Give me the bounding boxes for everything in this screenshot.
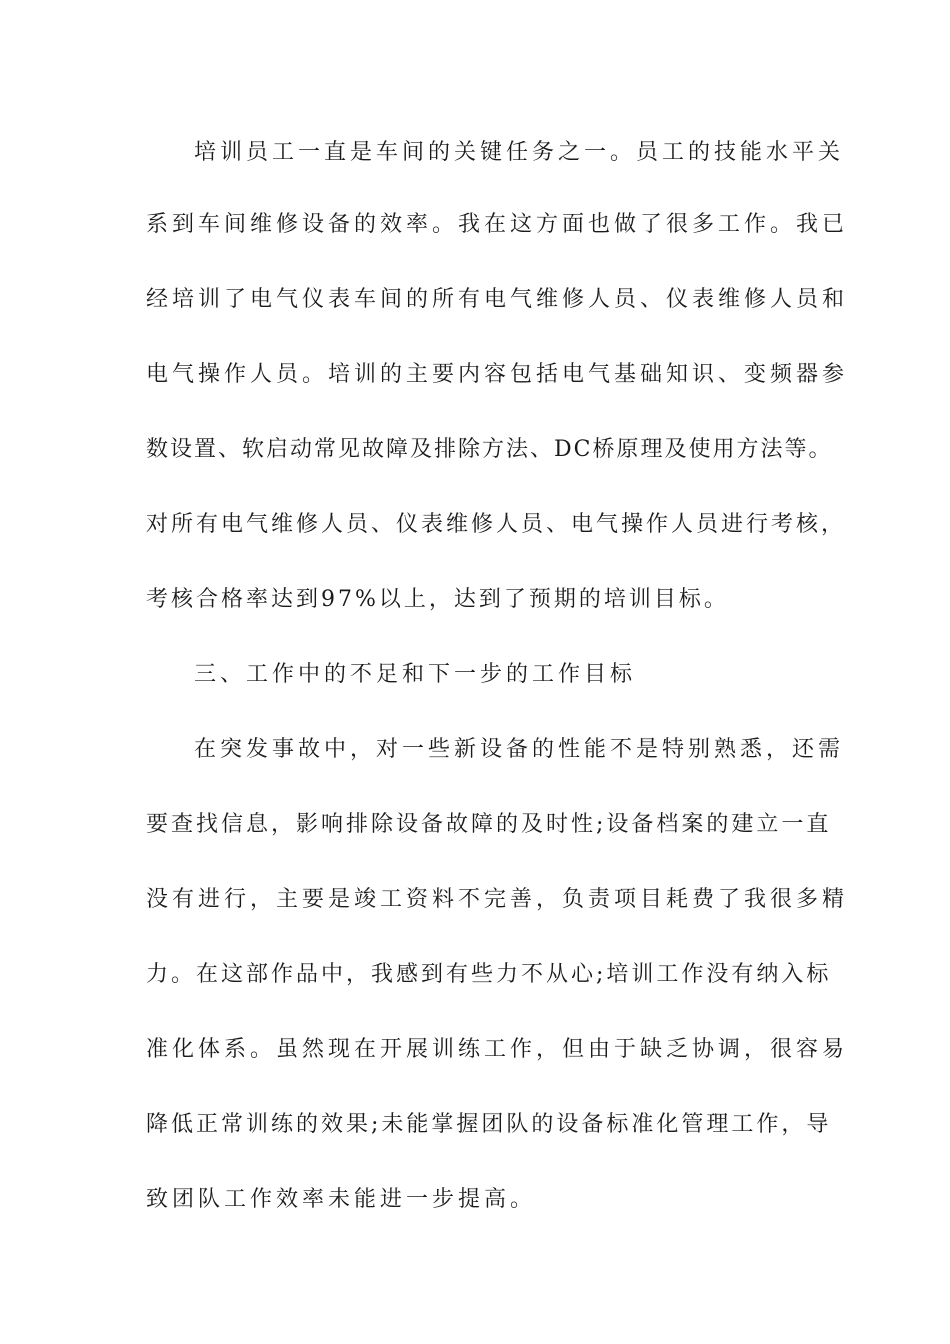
paragraph-2-line-1: 在突发事故中，对一些新设备的性能不是特别熟悉，还需 [194, 737, 845, 762]
paragraph-1-line-2: 系到车间维修设备的效率。我在这方面也做了很多工作。我已 [146, 212, 849, 237]
paragraph-1-line-1: 培训员工一直是车间的关键任务之一。员工的技能水平关 [194, 140, 845, 165]
paragraph-2-line-6: 降低正常训练的效果;未能掌握团队的设备标准化管理工作，导 [146, 1112, 832, 1137]
paragraph-2-line-5: 准化体系。虽然现在开展训练工作，但由于缺乏协调，很容易 [146, 1037, 849, 1062]
paragraph-1-line-6: 对所有电气维修人员、仪表维修人员、电气操作人员进行考核， [146, 512, 847, 537]
paragraph-1-line-5: 数设置、软启动常见故障及排除方法、DC桥原理及使用方法等。 [146, 437, 833, 462]
paragraph-2-line-3: 没有进行，主要是竣工资料不完善，负责项目耗费了我很多精 [146, 887, 849, 912]
section-heading: 三、工作中的不足和下一步的工作目标 [194, 662, 637, 687]
paragraph-2-line-7: 致团队工作效率未能进一步提高。 [146, 1187, 537, 1212]
paragraph-2-line-2: 要查找信息，影响排除设备故障的及时性;设备档案的建立一直 [146, 812, 832, 837]
paragraph-1-line-3: 经培训了电气仪表车间的所有电气维修人员、仪表维修人员和 [146, 287, 849, 312]
paragraph-1-line-4: 电气操作人员。培训的主要内容包括电气基础知识、变频器参 [146, 362, 849, 387]
paragraph-2-line-4: 力。在这部作品中，我感到有些力不从心;培训工作没有纳入标 [146, 962, 832, 987]
paragraph-1-line-7: 考核合格率达到97%以上，达到了预期的培训目标。 [146, 587, 729, 612]
